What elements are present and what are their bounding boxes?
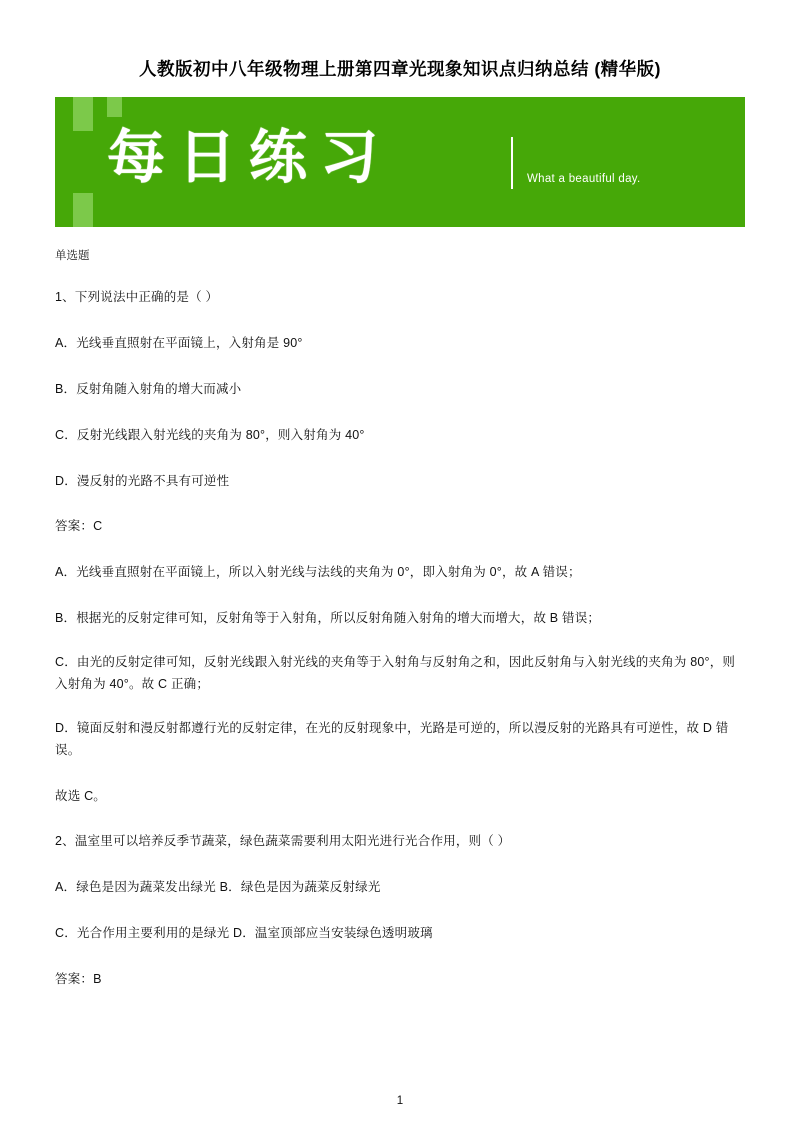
question-1-conclusion: 故选 C。 xyxy=(55,788,107,803)
question-1-explain-a: A．光线垂直照射在平面镜上，所以入射光线与法线的夹角为 0°，即入射角为 0°，故 A 错误； xyxy=(55,565,581,580)
daily-practice-banner xyxy=(55,97,745,227)
question-1-option-b: B．反射角随入射角的增大而减小 xyxy=(55,381,242,396)
question-1-explain-b: B．根据光的反射定律可知，反射角等于入射角，所以反射角随入射角的增大而增大，故 B 错误； xyxy=(55,611,601,626)
question-2-stem: 2、温室里可以培养反季节蔬菜，绿色蔬菜需要利用太阳光进行光合作用，则（ ） xyxy=(55,834,511,849)
question-1-explain-d: D．镜面反射和漫反射都遵行光的反射定律，在光的反射现象中，光路是可逆的，所以漫反射的光路具有可逆性，故 D 错误。 xyxy=(55,720,729,757)
question-1-option-d: D．漫反射的光路不具有可逆性 xyxy=(55,473,230,488)
banner-divider xyxy=(511,137,513,189)
banner-accent-block xyxy=(73,97,93,131)
question-2-option-ab: A．绿色是因为蔬菜发出绿光 B．绿色是因为蔬菜反射绿光 xyxy=(55,880,381,895)
banner-sub-text: What a beautiful day. xyxy=(527,173,641,185)
question-2-answer: 答案：B xyxy=(55,972,102,986)
banner-accent-block xyxy=(107,97,122,117)
banner-accent-block xyxy=(73,193,93,227)
question-1-option-c: C．反射光线跟入射光线的夹角为 80°，则入射角为 40° xyxy=(55,427,365,442)
page-title: 人教版初中八年级物理上册第四章光现象知识点归纳总结 (精华版) xyxy=(138,59,661,79)
banner-main-text: 每日练习 xyxy=(107,125,392,190)
question-2-option-cd: C．光合作用主要利用的是绿光 D．温室顶部应当安装绿色透明玻璃 xyxy=(55,926,433,941)
page-number: 1 xyxy=(396,1095,404,1107)
question-1-explain-c: C．由光的反射定律可知，反射光线跟入射光线的夹角等于入射角与反射角之和，因此反射角与入射光线的夹角为 80°，则入射角为 40°。故 C 正确； xyxy=(55,655,736,691)
section-label: 单选题 xyxy=(55,250,90,262)
question-1-stem: 1、下列说法中正确的是（ ） xyxy=(55,290,219,304)
question-1-answer: 答案：C xyxy=(55,519,103,534)
question-1-option-a: A．光线垂直照射在平面镜上，入射角是 90° xyxy=(55,335,303,350)
